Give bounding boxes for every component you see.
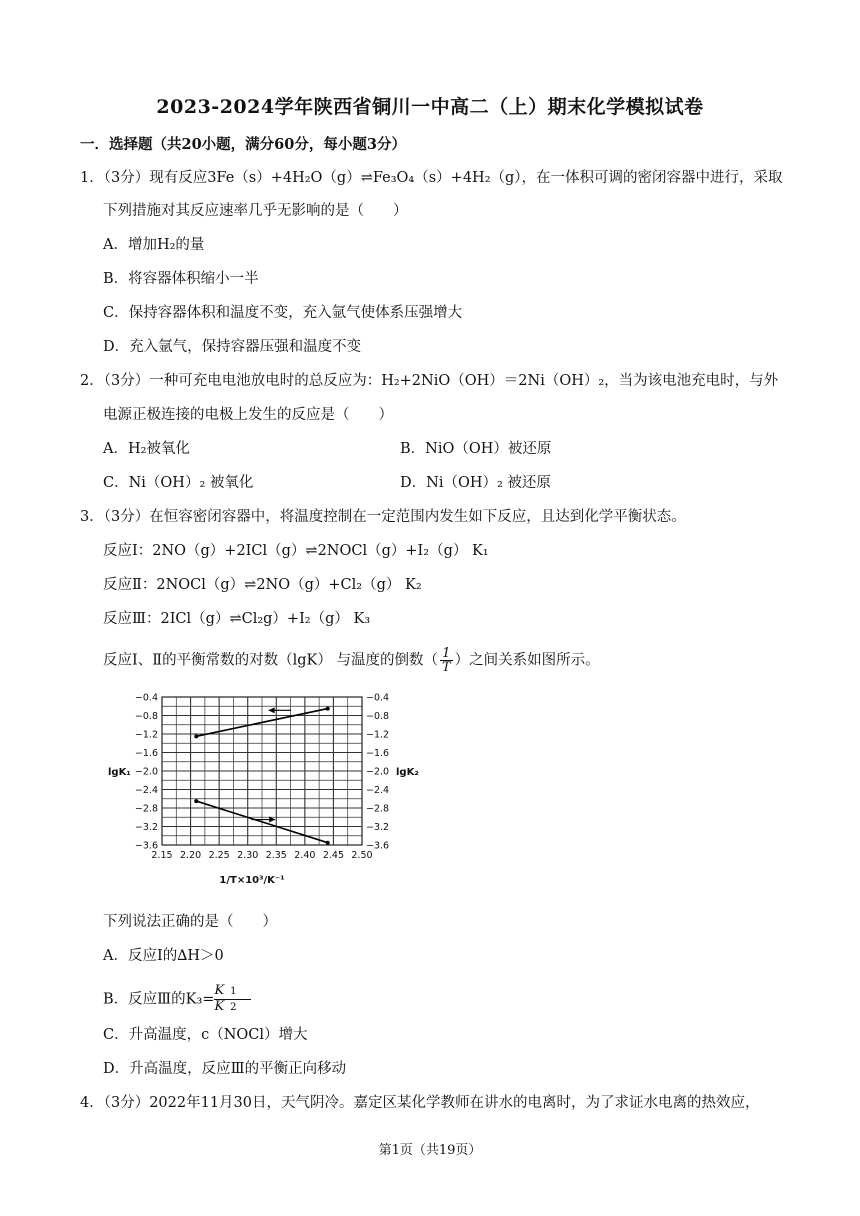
- k-numerator-subscript: 1: [230, 986, 237, 997]
- q3-option-d: D．升高温度，反应Ⅲ的平衡正向移动: [103, 1061, 347, 1077]
- q1-option-c: C．保持容器体积和温度不变，充入氩气使体系压强增大: [103, 305, 463, 321]
- q3-description: [103, 647, 600, 674]
- x-tick-label: 2.50: [351, 850, 373, 861]
- x-tick-label: 2.20: [179, 850, 202, 861]
- direction-arrow-head: [269, 707, 275, 713]
- data-point: [326, 841, 330, 845]
- k-denominator-subscript: 2: [230, 1002, 237, 1013]
- x-tick-label: 2.15: [151, 850, 173, 861]
- y-tick-label-right: −2.4: [366, 785, 390, 796]
- data-point: [194, 799, 198, 803]
- y-tick-label-left: −0.8: [134, 711, 158, 722]
- fraction-denominator: T: [441, 660, 451, 675]
- y-tick-label-left: −2.0: [134, 766, 158, 778]
- y-tick-label-right: −2.0: [366, 766, 390, 778]
- inverse-temperature-fraction: [440, 647, 453, 674]
- q2-stem-line2: 电源正极连接的电极上发生的反应是（ ）: [103, 407, 393, 423]
- lgk-vs-inverse-temperature-chart: [100, 685, 430, 900]
- q3-stem-line1: 3．（3分）在恒容密闭容器中，将温度控制在一定范围内发生如下反应，且达到化学平衡状态。: [80, 509, 686, 525]
- y-tick-label-left: −3.2: [134, 822, 158, 833]
- x-axis-label: 1/T×10³/K⁻¹: [219, 875, 285, 886]
- q3-option-a: A．反应Ⅰ的∆H＞0: [103, 948, 224, 964]
- y-tick-label-right: −1.6: [366, 748, 390, 759]
- k1-over-k2-fraction: [214, 984, 250, 1015]
- q2-stem-line1: 2．（3分）一种可充电电池放电时的总反应为：H₂+2NiO（OH）＝2Ni（OH）₂，当为该电池充电时，与外: [80, 373, 779, 389]
- q1-option-d: D．充入氩气，保持容器压强和温度不变: [103, 339, 362, 355]
- y-tick-label-left: −2.4: [134, 785, 158, 796]
- q3-option-b-text: B．反应Ⅲ的K₃=: [103, 991, 215, 1008]
- q3-reaction-3: 反应Ⅲ：2ICl（g）⇌Cl₂g）+I₂（g） K₃: [103, 611, 371, 627]
- x-tick-label: 2.25: [208, 850, 230, 861]
- data-point: [326, 707, 330, 711]
- y-tick-label-right: −0.4: [366, 692, 390, 704]
- y-axis-label-left: lgK₁: [108, 767, 131, 778]
- q3-reaction-1: 反应Ⅰ：2NO（g）+2ICl（g）⇌2NOCl（g）+I₂（g） K₁: [103, 543, 489, 559]
- y-tick-label-right: −0.8: [366, 711, 390, 722]
- y-axis-label-right: lgK₂: [396, 767, 419, 778]
- y-tick-label-right: −3.6: [366, 840, 390, 852]
- y-tick-label-left: −3.6: [134, 840, 158, 852]
- x-tick-label: 2.35: [265, 850, 287, 861]
- page-title: 2023-2024学年陕西省铜川一中高二（上）期末化学模拟试卷: [156, 96, 704, 118]
- data-point: [194, 734, 198, 738]
- q2-option-c: C．Ni（OH）₂ 被氧化: [103, 475, 254, 491]
- q3-description-pre: 反应Ⅰ、Ⅱ的平衡常数的对数（lgK） 与温度的倒数（: [103, 652, 438, 669]
- q2-option-d: D．Ni（OH）₂ 被还原: [400, 475, 551, 491]
- q3-option-b: [103, 984, 251, 1015]
- q3-description-post: ）之间关系如图所示。: [454, 652, 600, 669]
- y-tick-label-left: −1.2: [134, 729, 158, 741]
- y-tick-label-right: −2.8: [366, 803, 390, 815]
- k-numerator: K: [214, 983, 225, 998]
- k-denominator: K: [214, 999, 225, 1014]
- y-tick-label-left: −1.6: [134, 748, 158, 759]
- y-tick-label-right: −1.2: [366, 729, 390, 741]
- q3-reaction-2: 反应Ⅱ：2NOCl（g）⇌2NO（g）+Cl₂（g） K₂: [103, 577, 422, 593]
- x-tick-label: 2.30: [237, 850, 259, 861]
- q1-stem-line2: 下列措施对其反应速率几乎无影响的是（ ）: [103, 203, 408, 219]
- x-tick-label: 2.40: [294, 850, 316, 861]
- q1-option-b: B．将容器体积缩小一半: [103, 271, 259, 287]
- q1-stem-line1: 1．（3分）现有反应3Fe（s）+4H₂O（g）⇌Fe₃O₄（s）+4H₂（g），在一体积可调的密闭容器中进行，采取: [80, 170, 783, 186]
- fraction-numerator: 1: [440, 647, 453, 661]
- section-heading: 一．选择题（共20小题，满分60分，每小题3分）: [80, 136, 406, 153]
- q3-ask: 下列说法正确的是（ ）: [103, 914, 277, 930]
- q3-option-c: C．升高温度，c（NOCl）增大: [103, 1027, 308, 1043]
- q4-stem-line1: 4．（3分）2022年11月30日，天气阴冷。嘉定区某化学教师在讲水的电离时，为了求证水电离的热效应，: [80, 1095, 760, 1111]
- y-tick-label-left: −2.8: [134, 803, 158, 815]
- y-tick-label-right: −3.2: [366, 822, 390, 833]
- page-footer: 第1页（共19页）: [378, 1143, 482, 1158]
- x-tick-label: 2.45: [322, 850, 345, 861]
- q2-option-a: A．H₂被氧化: [103, 441, 190, 457]
- y-tick-label-left: −0.4: [134, 692, 158, 704]
- q2-option-b: B．NiO（OH）被还原: [400, 441, 552, 457]
- q1-option-a: A．增加H₂的量: [103, 237, 205, 253]
